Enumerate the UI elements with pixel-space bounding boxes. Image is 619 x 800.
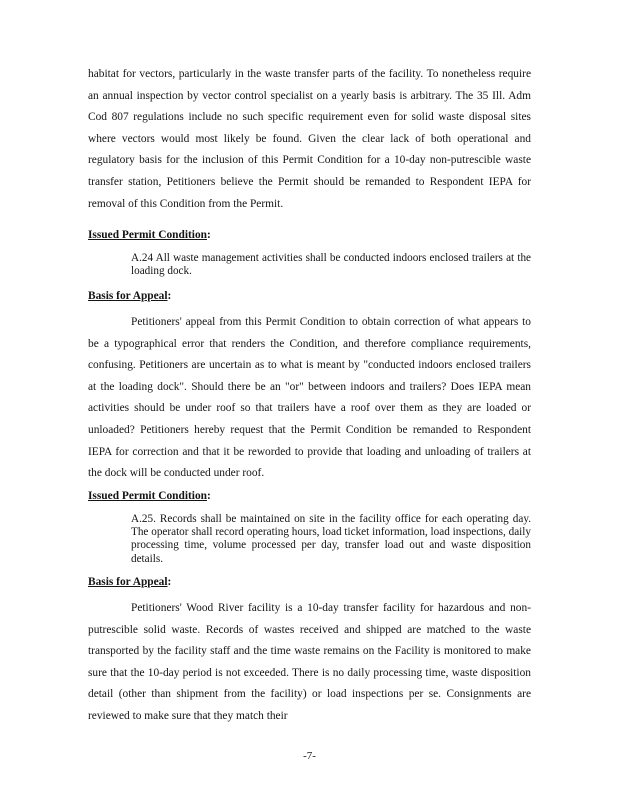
heading-colon: : — [167, 290, 172, 302]
body-paragraph-vectors: habitat for vectors, particularly in the waste transfer parts of the facility. To nonetheless require an annual inspection by vector control specialist on a yearly basis is arbitrary. The 35 Ill. Adm Cod 807 regulations include no such specific requirement even for solid waste disposal sites where vectors would most likely be found. Given the clear lack of both operational and regulatory basis for the inclusion of this Permit Condition for a 10-day non-putrescible waste transfer station, Petitioners believe the Permit should be remanded to Respondent IEPA for removal of this Condition from the Permit. — [88, 68, 531, 210]
heading-colon: : — [206, 490, 211, 502]
permit-condition-a25: A.25. Records shall be maintained on site in the facility office for each operating day. The operator shall record operating hours, load ticket information, load inspections, daily processing time, volume processed per day, transfer load out and waste disposition details. — [131, 513, 531, 565]
heading-text: Basis for Appeal — [88, 576, 168, 588]
page-number: -7- — [303, 750, 316, 762]
section-heading-issued-permit-condition — [88, 228, 211, 242]
permit-condition-a24: A.24 All waste management activities shall be conducted indoors enclosed trailers at the loading dock. — [131, 252, 531, 278]
section-heading-issued-permit-condition — [88, 489, 211, 503]
heading-text: Issued Permit Condition — [88, 490, 207, 502]
heading-text: Issued Permit Condition — [88, 229, 207, 241]
heading-text: Basis for Appeal — [88, 290, 168, 302]
body-paragraph-typographical-error: Petitioners' appeal from this Permit Condition to obtain correction of what appears to be a typographical error that renders the Condition, and therefore compliance requirements, confusing. Petitioners are uncertain as to what is meant by "conducted indoors enclosed trailers at the loading dock". Should there be an "or" between indoors and trailers? Does IEPA mean activities should be under roof so that trailers have a roof over them as they are loaded or unloaded? Petitioners hereby request that the Permit Condition be remanded to Respondent IEPA for correction and that it be reworded to provide that loading and unloading of trailers at the dock will be conducted under roof. — [88, 316, 531, 480]
heading-colon: : — [167, 576, 172, 588]
heading-colon: : — [206, 229, 211, 241]
section-heading-basis-for-appeal — [88, 289, 171, 303]
section-heading-basis-for-appeal — [88, 575, 171, 589]
body-paragraph-wood-river-facility: Petitioners' Wood River facility is a 10-day transfer facility for hazardous and non-putrescible solid waste. Records of wastes received and shipped are matched to the waste transported by the facility staff and the time waste remains on the Facility is monitored to make sure that the 10-day period is not exceeded. There is no daily processing time, waste disposition detail (other than shipment from the facility) or load inspections per se. Consignments are reviewed to make sure that they match their — [88, 602, 531, 722]
